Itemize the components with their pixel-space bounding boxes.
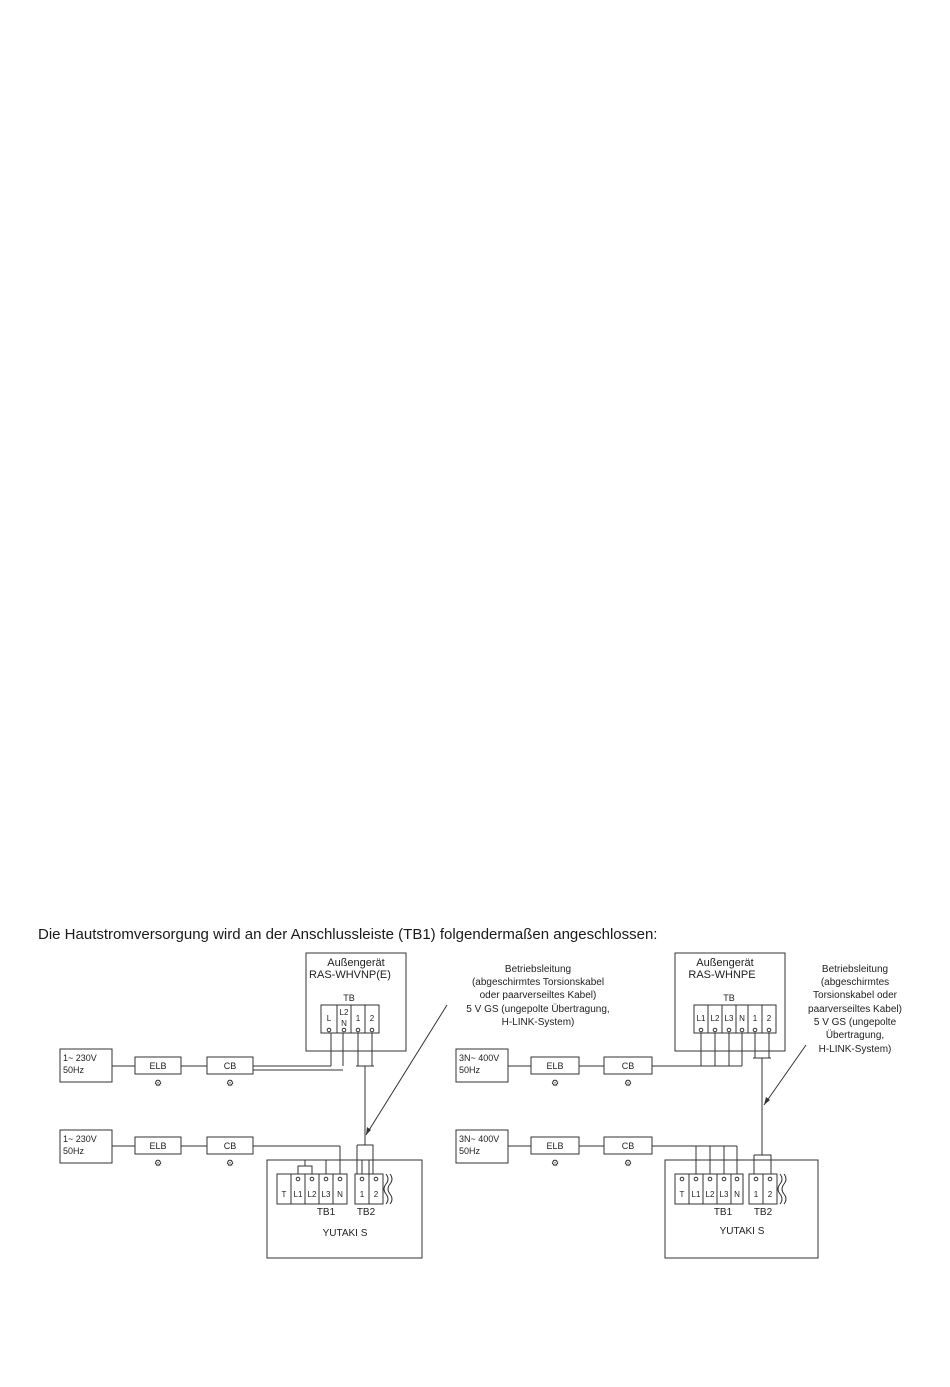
right-outdoor-model: RAS-WHNPE <box>688 969 756 981</box>
right-note <box>808 964 902 1055</box>
note-line: oder paarverseiltes Kabel) <box>479 990 597 1001</box>
right-cb-bottom-label: CB <box>621 1141 635 1151</box>
terminal-label: L3 <box>719 1190 729 1199</box>
note-line: (abgeschirmtes <box>820 977 890 988</box>
terminal-label: N <box>341 1019 347 1028</box>
terminal-label: 2 <box>766 1014 772 1023</box>
left-outdoor-title: Außengerät <box>327 957 385 969</box>
right-supply-top-voltage: 3N~ 400V <box>459 1053 500 1063</box>
left-note <box>466 964 609 1028</box>
terminal-label: 2 <box>373 1190 379 1199</box>
terminal-label: L2 <box>710 1014 720 1023</box>
terminal-label: 1 <box>753 1190 759 1199</box>
right-elb-bottom-label: ELB <box>546 1141 564 1151</box>
note-line: H-LINK-System) <box>818 1044 892 1055</box>
left-diagram <box>60 953 610 1258</box>
right-outdoor-tb-label: TB <box>723 993 735 1003</box>
right-indoor-tb1-label: TB1 <box>713 1207 733 1218</box>
terminal-label: L2 <box>307 1190 317 1199</box>
terminal-label: L1 <box>691 1190 701 1199</box>
right-elb-top-label: ELB <box>546 1061 564 1071</box>
right-note-arrow <box>764 1045 806 1105</box>
note-line: Übertragung, <box>825 1030 885 1041</box>
note-line: 5 V GS (ungepolte <box>813 1017 897 1028</box>
terminal-label: T <box>281 1190 287 1199</box>
terminal-label: L3 <box>321 1190 331 1199</box>
note-line: Torsionskabel oder <box>813 990 897 1001</box>
terminal-label: L <box>326 1014 332 1023</box>
left-elb-top-label: ELB <box>149 1061 167 1071</box>
terminal-label: 1 <box>359 1190 365 1199</box>
left-supply-bottom-voltage: 1~ 230V <box>63 1134 97 1144</box>
left-elb-bottom-label: ELB <box>149 1141 167 1151</box>
left-cb-bottom-label: CB <box>223 1141 237 1151</box>
note-line: Betriebsleitung <box>504 964 572 975</box>
terminal-label: N <box>739 1014 745 1023</box>
ground-symbol-icon: ⚙ <box>550 1078 560 1088</box>
right-indoor-name: YUTAKI S <box>719 1226 765 1237</box>
ground-symbol-icon: ⚙ <box>153 1158 163 1168</box>
terminal-label: 2 <box>369 1014 375 1023</box>
ground-symbol-icon: ⚙ <box>225 1158 235 1168</box>
terminal-label: N <box>734 1190 740 1199</box>
note-line: (abgeschirmtes Torsionskabel <box>471 977 605 988</box>
terminal-label: T <box>679 1190 685 1199</box>
left-outdoor-tb-label: TB <box>343 993 355 1003</box>
right-indoor-terminal-block <box>675 1174 777 1204</box>
terminal-label: 1 <box>355 1014 361 1023</box>
left-supply-bottom-freq: 50Hz <box>63 1146 85 1156</box>
ground-symbol-icon: ⚙ <box>550 1158 560 1168</box>
note-line: 5 V GS (ungepolte Übertragung, <box>466 1004 610 1015</box>
right-supply-top-freq: 50Hz <box>459 1065 481 1075</box>
right-supply-bottom-voltage: 3N~ 400V <box>459 1134 500 1144</box>
note-line: Betriebsleitung <box>821 964 889 975</box>
right-cb-top-label: CB <box>621 1061 635 1071</box>
left-indoor-tb1-label: TB1 <box>316 1207 336 1218</box>
right-outdoor-title: Außengerät <box>696 957 754 969</box>
left-supply-top-voltage: 1~ 230V <box>63 1053 97 1063</box>
terminal-label: 2 <box>767 1190 773 1199</box>
terminal-label: N <box>337 1190 343 1199</box>
terminal-label: L2 <box>339 1008 349 1017</box>
left-supply-top-freq: 50Hz <box>63 1065 85 1075</box>
left-indoor-tb2-label: TB2 <box>356 1207 376 1218</box>
left-outdoor-model: RAS-WHVNP(E) <box>309 969 391 981</box>
terminal-label: L1 <box>696 1014 706 1023</box>
right-indoor-tb2-label: TB2 <box>753 1207 773 1218</box>
right-outdoor-terminal-block <box>694 1005 776 1033</box>
ground-symbol-icon: ⚙ <box>623 1158 633 1168</box>
note-line: paarverseiltes Kabel) <box>808 1004 902 1015</box>
note-line: H-LINK-System) <box>501 1017 575 1028</box>
ground-symbol-icon: ⚙ <box>623 1078 633 1088</box>
left-indoor-name: YUTAKI S <box>322 1228 368 1239</box>
ground-symbol-icon: ⚙ <box>153 1078 163 1088</box>
page-heading: Die Hautstromversorgung wird an der Anschlussleiste (TB1) folgendermaßen angeschlossen: <box>38 926 658 943</box>
terminal-label: L1 <box>293 1190 303 1199</box>
terminal-label: L3 <box>724 1014 734 1023</box>
left-outdoor-terminal-block <box>321 1005 379 1033</box>
left-cb-top-label: CB <box>223 1061 237 1071</box>
terminal-label: L2 <box>705 1190 715 1199</box>
right-supply-bottom-freq: 50Hz <box>459 1146 481 1156</box>
ground-symbol-icon: ⚙ <box>225 1078 235 1088</box>
terminal-label: 1 <box>752 1014 758 1023</box>
